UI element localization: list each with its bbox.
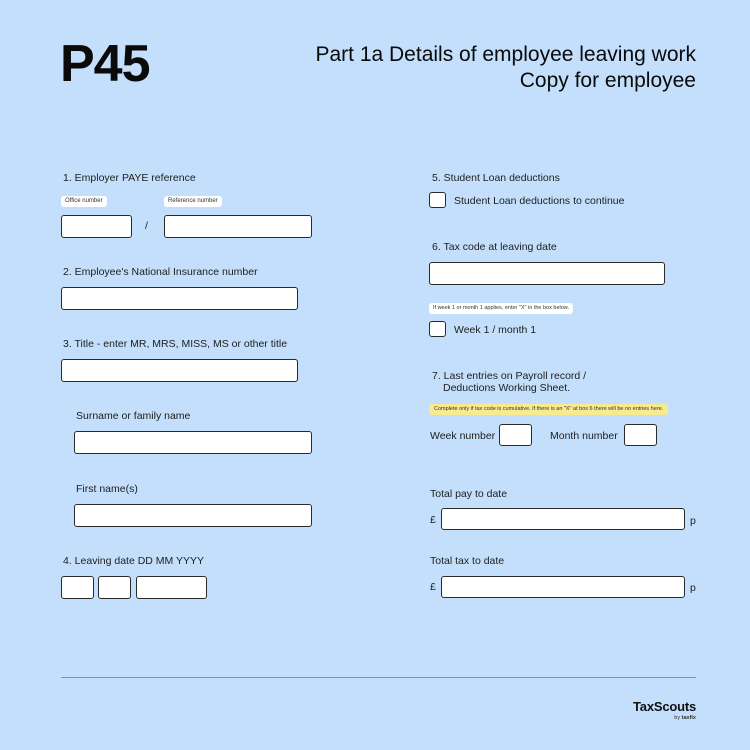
surname-label: Surname or family name — [76, 410, 191, 422]
total-pay-currency: £ — [430, 514, 436, 526]
month-number-input[interactable] — [624, 424, 657, 446]
leaving-month-input[interactable] — [98, 576, 131, 599]
week-number-input[interactable] — [499, 424, 532, 446]
taxscouts-logo — [633, 699, 696, 721]
title-label: 3. Title - enter MR, MRS, MISS, MS or other title — [63, 338, 288, 350]
total-pay-pence: p — [690, 515, 696, 527]
total-tax-input[interactable] — [441, 576, 685, 598]
week1-month1-checkbox[interactable] — [429, 321, 446, 337]
tax-code-input[interactable] — [429, 262, 665, 285]
employer-paye-label: 1. Employer PAYE reference — [63, 172, 196, 184]
week1-month1-label: Week 1 / month 1 — [454, 324, 537, 336]
last-entries-label-1: 7. Last entries on Payroll record / — [432, 370, 587, 382]
leaving-date-label: 4. Leaving date DD MM YYYY — [63, 555, 205, 567]
total-pay-input[interactable] — [441, 508, 685, 530]
total-tax-label: Total tax to date — [430, 555, 505, 567]
total-pay-label: Total pay to date — [430, 488, 508, 500]
logo-byline — [633, 715, 696, 721]
ni-number-input[interactable] — [61, 287, 298, 310]
first-names-label: First name(s) — [76, 483, 138, 495]
surname-input[interactable] — [74, 431, 312, 454]
tax-code-label: 6. Tax code at leaving date — [432, 241, 557, 253]
leaving-year-input[interactable] — [136, 576, 207, 599]
reference-number-input[interactable] — [164, 215, 312, 238]
paye-separator: / — [145, 220, 148, 232]
student-loan-checkbox[interactable] — [429, 192, 446, 208]
logo-brand: TaxScouts — [633, 699, 696, 714]
tax-code-note: If week 1 or month 1 applies, enter "X" in the box below. — [429, 303, 573, 314]
form-title: Part 1a Details of employee leaving work Copy for employee — [315, 43, 696, 92]
footer-divider — [61, 677, 696, 678]
office-number-input[interactable] — [61, 215, 132, 238]
logo-by: by — [674, 715, 681, 721]
leaving-day-input[interactable] — [61, 576, 94, 599]
last-entries-label-2: Deductions Working Sheet. — [443, 382, 571, 394]
total-tax-currency: £ — [430, 581, 436, 593]
title-input[interactable] — [61, 359, 298, 382]
student-loan-checkbox-label: Student Loan deductions to continue — [454, 195, 625, 207]
reference-number-tag: Reference number — [164, 196, 222, 207]
first-names-input[interactable] — [74, 504, 312, 527]
logo-parent: taxfix — [681, 715, 696, 721]
form-code: P45 — [60, 35, 150, 93]
ni-number-label: 2. Employee's National Insurance number — [63, 266, 258, 278]
total-tax-pence: p — [690, 582, 696, 594]
last-entries-note: Complete only if tax code is cumulative. If there is an "X" at box 6 there will be no entries here. — [429, 404, 668, 415]
student-loan-label: 5. Student Loan deductions — [432, 172, 560, 184]
month-number-label: Month number — [550, 430, 618, 442]
week-number-label: Week number — [430, 430, 496, 442]
office-number-tag: Office number — [61, 196, 107, 207]
